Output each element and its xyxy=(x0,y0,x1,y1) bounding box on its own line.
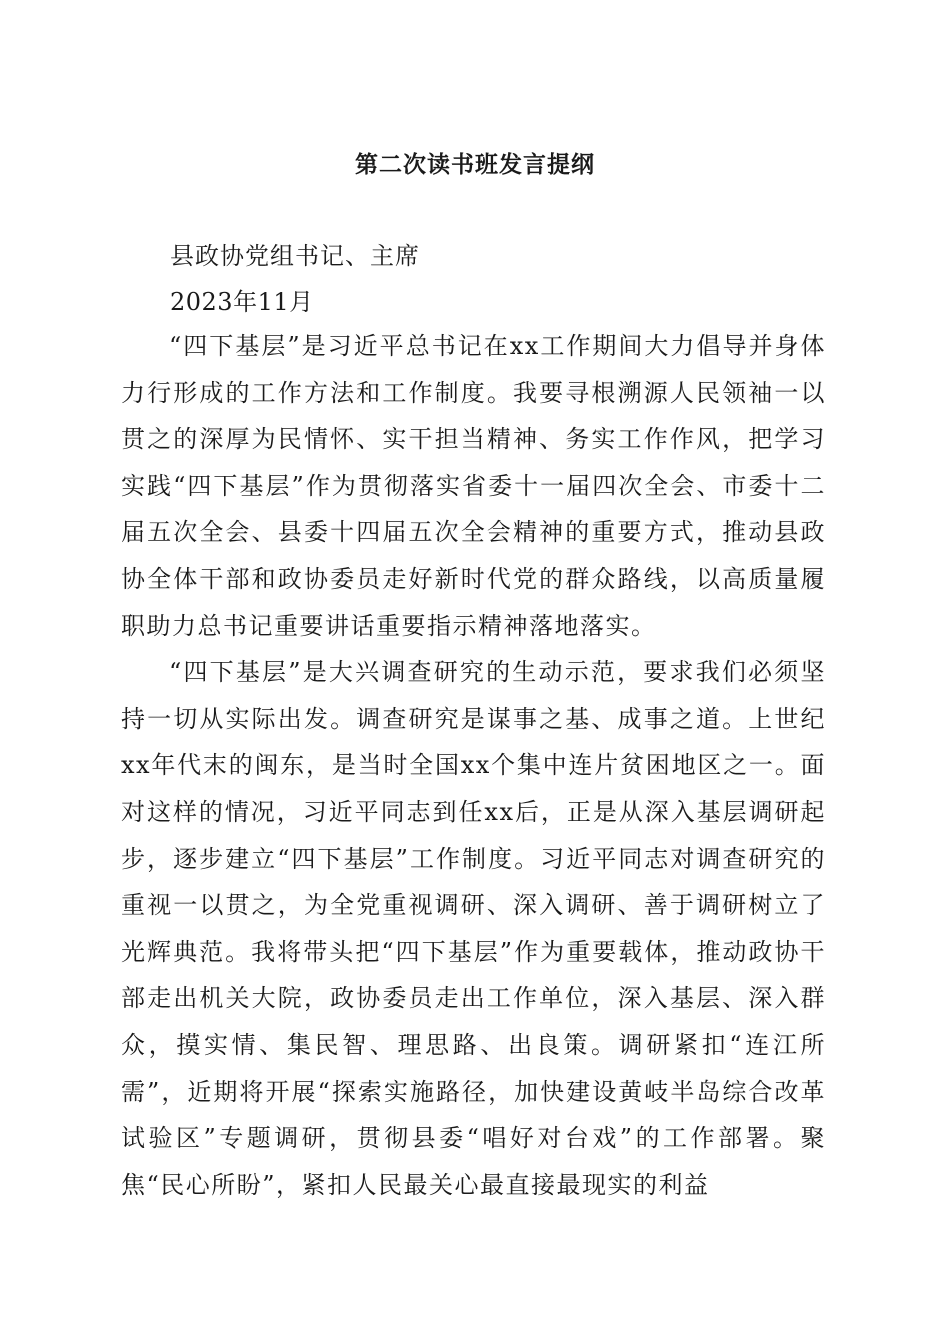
paragraph-1: “四下基层”是习近平总书记在xx工作期间大力倡导并身体力行形成的工作方法和工作制度。我要寻根溯源人民领袖一以贯之的深厚为民情怀、实干担当精神、务实工作作风，把学习实践“四下基层”作为贯彻落实省委十一届四次全会、市委十二届五次全会、县委十四届五次全会精神的重要方式，推动县政协全体干部和政协委员走好新时代党的群众路线，以高质量履职助力总书记重要讲话重要指示精神落地落实。 xyxy=(121,332,826,640)
document-body xyxy=(121,323,826,1208)
date-line: 2023年11月 xyxy=(170,288,314,316)
document-title: 第二次读书班发言提纲 xyxy=(355,151,595,178)
author-line: 县政协党组书记、主席 xyxy=(170,242,420,270)
paragraph-2: “四下基层”是大兴调查研究的生动示范，要求我们必须坚持一切从实际出发。调查研究是谋事之基、成事之道。上世纪xx年代末的闽东，是当时全国xx个集中连片贫困地区之一。面对这样的情况，习近平同志到任xx后，正是从深入基层调研起步，逐步建立“四下基层”工作制度。习近平同志对调查研究的重视一以贯之，为全党重视调研、深入调研、善于调研树立了光辉典范。我将带头把“四下基层”作为重要载体，推动政协干部走出机关大院，政协委员走出工作单位，深入基层、深入群众，摸实情、集民智、理思路、出良策。调研紧扣“连江所需”，近期将开展“探索实施路径，加快建设黄岐半岛综合改革试验区”专题调研，贯彻县委“唱好对台戏”的工作部署。聚焦“民心所盼”，紧扣人民最关心最直接最现实的利益 xyxy=(121,658,826,1199)
